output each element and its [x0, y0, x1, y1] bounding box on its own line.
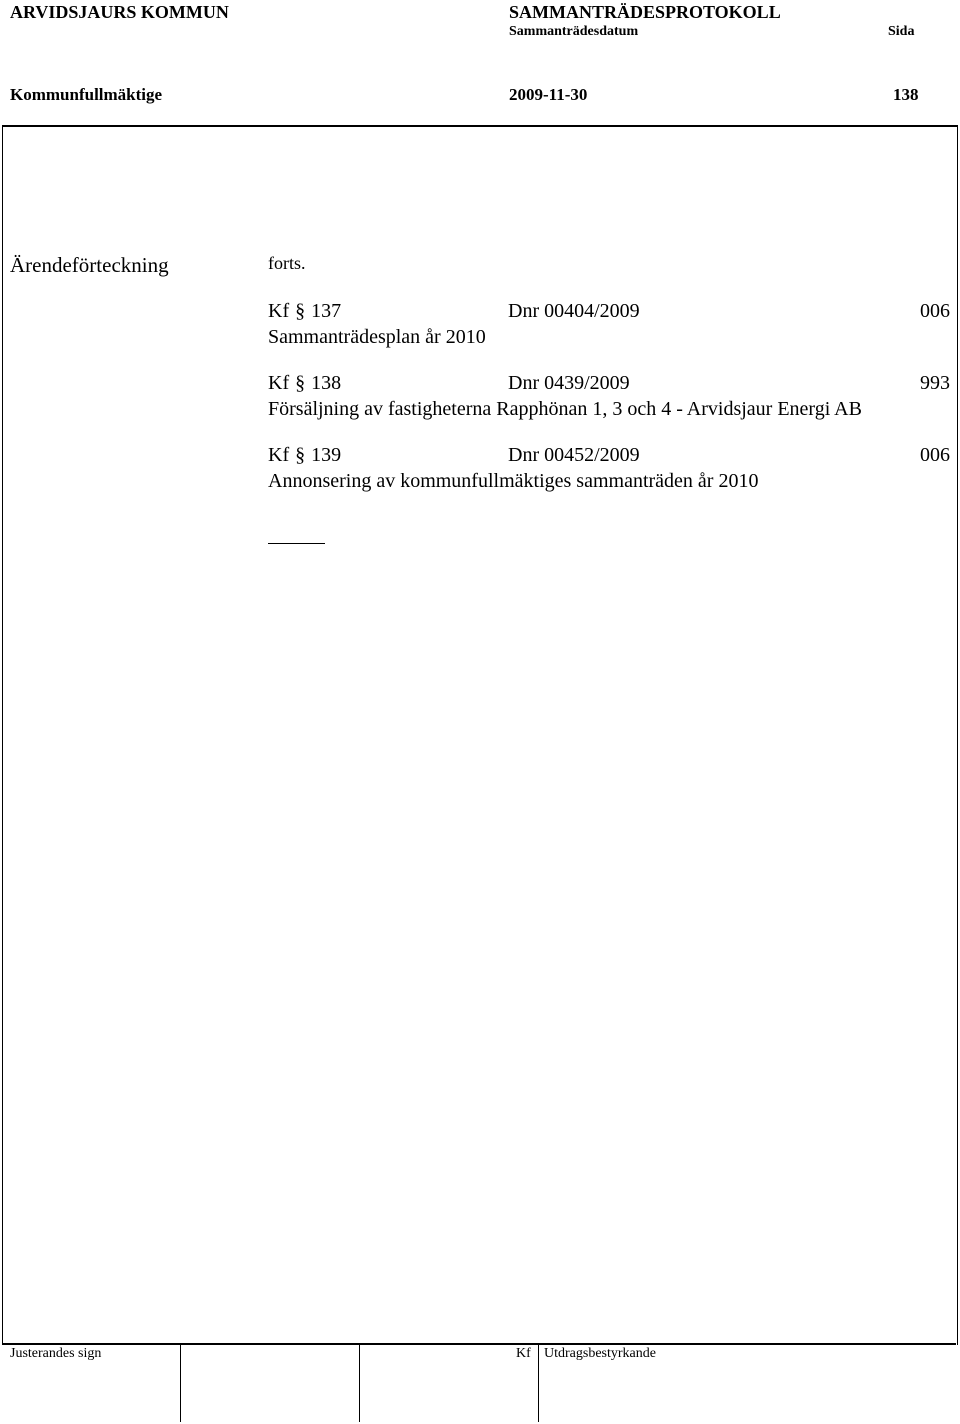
footer-divider	[538, 1343, 539, 1422]
page-label: Sida	[888, 24, 915, 39]
section-sign-icon: §	[295, 444, 306, 466]
item-reference	[268, 444, 341, 467]
item-code: 993	[920, 372, 950, 394]
item-title: Annonsering av kommunfullmäktiges sammanträden år 2010	[268, 470, 759, 492]
item-code: 006	[920, 300, 950, 322]
meeting-body: Kommunfullmäktige	[10, 85, 163, 104]
meeting-date: 2009-11-30	[509, 85, 588, 104]
end-rule	[268, 543, 325, 544]
item-reference	[268, 300, 341, 323]
item-code: 006	[920, 444, 950, 466]
item-number: 139	[311, 444, 342, 466]
item-section: Kf	[268, 300, 290, 322]
item-dnr: Dnr 0439/2009	[508, 372, 630, 394]
footer-divider	[359, 1343, 360, 1422]
utdragsbestyrkande-label: Utdragsbestyrkande	[544, 1346, 656, 1361]
item-dnr: Dnr 00404/2009	[508, 300, 640, 322]
section-heading: Ärendeförteckning	[10, 253, 169, 277]
justerandes-sign-label: Justerandes sign	[10, 1346, 102, 1361]
item-number: 138	[311, 372, 342, 394]
footer-divider	[180, 1343, 181, 1422]
kf-label: Kf	[516, 1346, 531, 1361]
document-title: SAMMANTRÄDESPROTOKOLL	[509, 2, 781, 22]
item-reference	[268, 372, 341, 395]
item-title: Sammanträdesplan år 2010	[268, 326, 486, 348]
continued-marker: forts.	[268, 253, 306, 273]
section-sign-icon: §	[295, 300, 306, 322]
content-frame	[2, 125, 958, 1345]
signature-footer	[2, 1343, 956, 1424]
item-section: Kf	[268, 444, 290, 466]
item-section: Kf	[268, 372, 290, 394]
item-number: 137	[311, 300, 342, 322]
organization-name: ARVIDSJAURS KOMMUN	[10, 2, 229, 22]
item-dnr: Dnr 00452/2009	[508, 444, 640, 466]
date-label: Sammanträdesdatum	[509, 24, 639, 39]
item-title: Försäljning av fastigheterna Rapphönan 1, 3 och 4 - Arvidsjaur Energi AB	[268, 398, 862, 420]
section-sign-icon: §	[295, 372, 306, 394]
page-number: 138	[893, 85, 919, 104]
